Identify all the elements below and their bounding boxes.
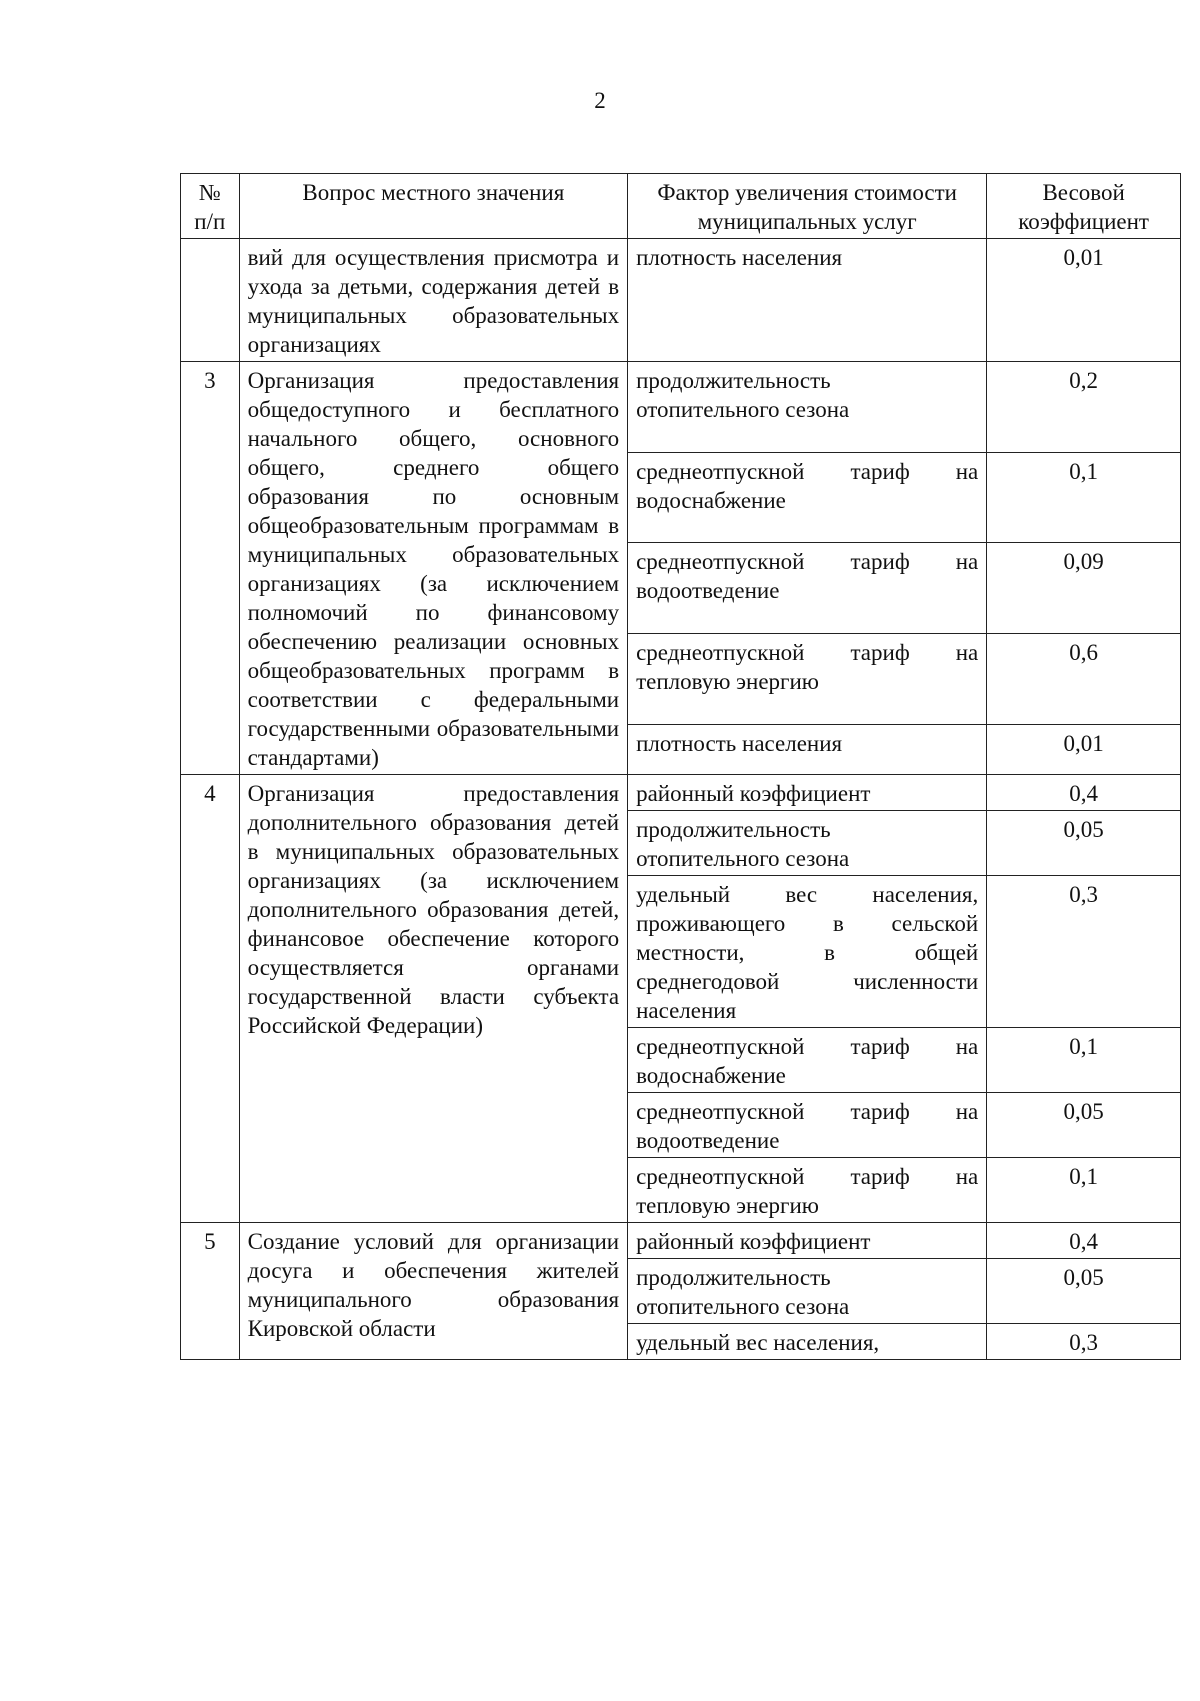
coefficient-cell: 0,4 — [987, 775, 1181, 811]
factor-cell: среднеотпускной тариф на водоотведение — [628, 1093, 987, 1158]
table-body — [181, 239, 1181, 1360]
factor-cell: продолжительность отопительного сезона — [628, 1259, 987, 1324]
table-header-row — [181, 174, 1181, 239]
header-issue: Вопрос местного значения — [239, 174, 627, 239]
factor-cell: удельный вес населения, — [628, 1324, 987, 1360]
factor-cell: среднеотпускной тариф на тепловую энергию — [628, 1158, 987, 1223]
coefficient-cell: 0,05 — [987, 1259, 1181, 1324]
issue-cell: вий для осуществления присмотра и ухода за детьми, содержания детей в муниципальных образовательных организациях — [239, 239, 627, 362]
table-row — [181, 239, 1181, 362]
row-number: 5 — [181, 1223, 240, 1360]
header-coefficient: Весовой коэффициент — [987, 174, 1181, 239]
row-number: 3 — [181, 362, 240, 775]
factor-cell: плотность населения — [628, 239, 987, 362]
factor-cell: удельный вес населения, проживающего в сельской местности, в общей среднегодовой численности населения — [628, 876, 987, 1028]
table-row — [181, 1223, 1181, 1259]
factor-cell: среднеотпускной тариф на водоснабжение — [628, 452, 987, 543]
coefficient-cell: 0,3 — [987, 876, 1181, 1028]
factor-cell: продолжительность отопительного сезона — [628, 362, 987, 453]
page-number: 2 — [594, 88, 606, 113]
coefficient-cell: 0,4 — [987, 1223, 1181, 1259]
factor-cell: плотность населения — [628, 724, 987, 774]
coefficient-cell: 0,1 — [987, 452, 1181, 543]
issue-cell: Организация предоставления дополнительного образования детей в муниципальных образовательных организациях (за исключением дополнительного образования детей, финансовое обеспечение которого осуществляется органами государственной власти субъекта Российской Федерации) — [239, 775, 627, 1223]
coefficient-cell: 0,1 — [987, 1028, 1181, 1093]
coefficient-cell: 0,05 — [987, 811, 1181, 876]
coefficient-cell: 0,6 — [987, 634, 1181, 725]
table-row — [181, 362, 1181, 453]
factor-cell: продолжительность отопительного сезона — [628, 811, 987, 876]
coefficient-cell: 0,1 — [987, 1158, 1181, 1223]
table-row — [181, 775, 1181, 811]
factor-cell: среднеотпускной тариф на тепловую энергию — [628, 634, 987, 725]
coefficient-cell: 0,09 — [987, 543, 1181, 634]
factor-cell: среднеотпускной тариф на водоснабжение — [628, 1028, 987, 1093]
factor-cell: районный коэффициент — [628, 1223, 987, 1259]
header-num: № п/п — [181, 174, 240, 239]
factor-cell: районный коэффициент — [628, 775, 987, 811]
row-number: 4 — [181, 775, 240, 1223]
coefficient-cell: 0,01 — [987, 239, 1181, 362]
coefficient-cell: 0,05 — [987, 1093, 1181, 1158]
coefficient-cell: 0,2 — [987, 362, 1181, 453]
coefficient-cell: 0,3 — [987, 1324, 1181, 1360]
issue-cell: Организация предоставления общедоступного и бесплатного начального общего, основного общего, среднего общего образования по основным общеобразовательным программам в муниципальных образовательных организациях (за исключением полномочий по финансовому обеспечению реализации основных общеобразовательных программ в соответствии с федеральными государственными образовательными стандартами) — [239, 362, 627, 775]
header-factor: Фактор увеличения стоимости муниципальных услуг — [628, 174, 987, 239]
issue-cell: Создание условий для организации досуга и обеспечения жителей муниципального образования Кировской области — [239, 1223, 627, 1360]
coefficient-cell: 0,01 — [987, 724, 1181, 774]
row-number — [181, 239, 240, 362]
coefficient-table — [180, 173, 1181, 1360]
factor-cell: среднеотпускной тариф на водоотведение — [628, 543, 987, 634]
